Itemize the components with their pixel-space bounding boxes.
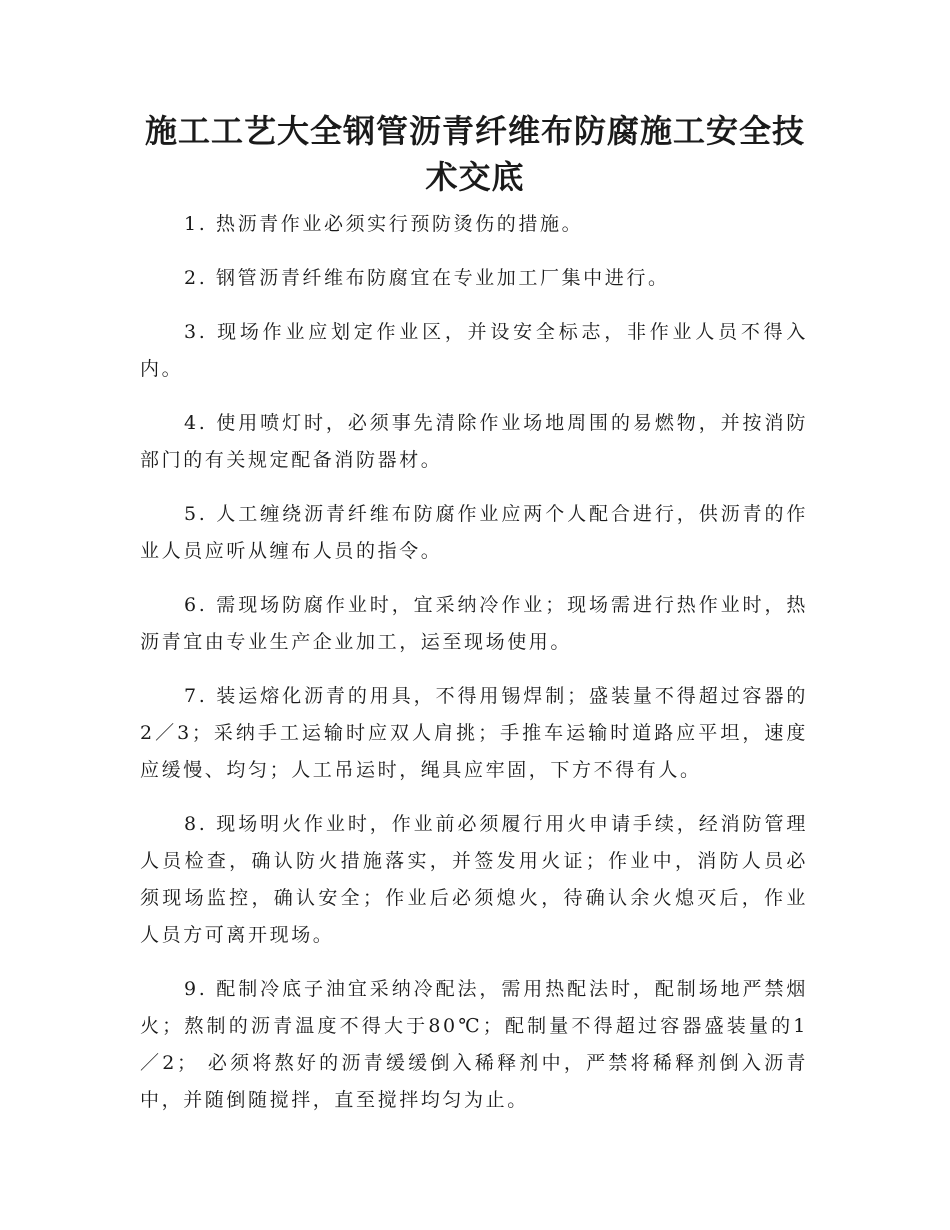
paragraph-9: 9. 配制冷底子油宜采纳冷配法，需用热配法时，配制场地严禁烟火；熬制的沥青温度不得大于80℃；配制量不得超过容器盛装量的1／2； 必须将熬好的沥青缓缓倒入稀释剂中，严禁将稀释剂倒入沥青中，并随倒随搅拌，直至搅拌均匀为止。 — [140, 978, 808, 1111]
paragraph-1: 1. 热沥青作业必须实行预防烫伤的措施。 — [184, 213, 584, 235]
paragraph-4: 4. 使用喷灯时，必须事先清除作业场地周围的易燃物，并按消防部门的有关规定配备消防器材。 — [140, 412, 808, 471]
paragraph-7: 7. 装运熔化沥青的用具，不得用锡焊制；盛装量不得超过容器的2／3；采纳手工运输时应双人肩挑；手推车运输时道路应平坦，速度应缓慢、均匀；人工吊运时，绳具应牢固，下方不得有人。 — [140, 685, 808, 781]
paragraph-5: 5. 人工缠绕沥青纤维布防腐作业应两个人配合进行，供沥青的作业人员应听从缠布人员的指令。 — [140, 503, 808, 562]
document-title: 施工工艺大全钢管沥青纤维布防腐施工安全技术交底 — [144, 112, 805, 196]
paragraph-6: 6. 需现场防腐作业时，宜采纳冷作业；现场需进行热作业时，热沥青宜由专业生产企业加工，运至现场使用。 — [140, 594, 808, 653]
paragraph-2: 2. 钢管沥青纤维布防腐宜在专业加工厂集中进行。 — [184, 267, 670, 289]
document-body — [140, 206, 808, 1136]
paragraph-8: 8. 现场明火作业时，作业前必须履行用火申请手续，经消防管理人员检查，确认防火措施落实，并签发用火证；作业中，消防人员必须现场监控，确认安全；作业后必须熄火，待确认余火熄灭后，作业人员方可离开现场。 — [140, 813, 808, 946]
paragraph-3: 3. 现场作业应划定作业区，并设安全标志，非作业人员不得入内。 — [140, 321, 808, 380]
